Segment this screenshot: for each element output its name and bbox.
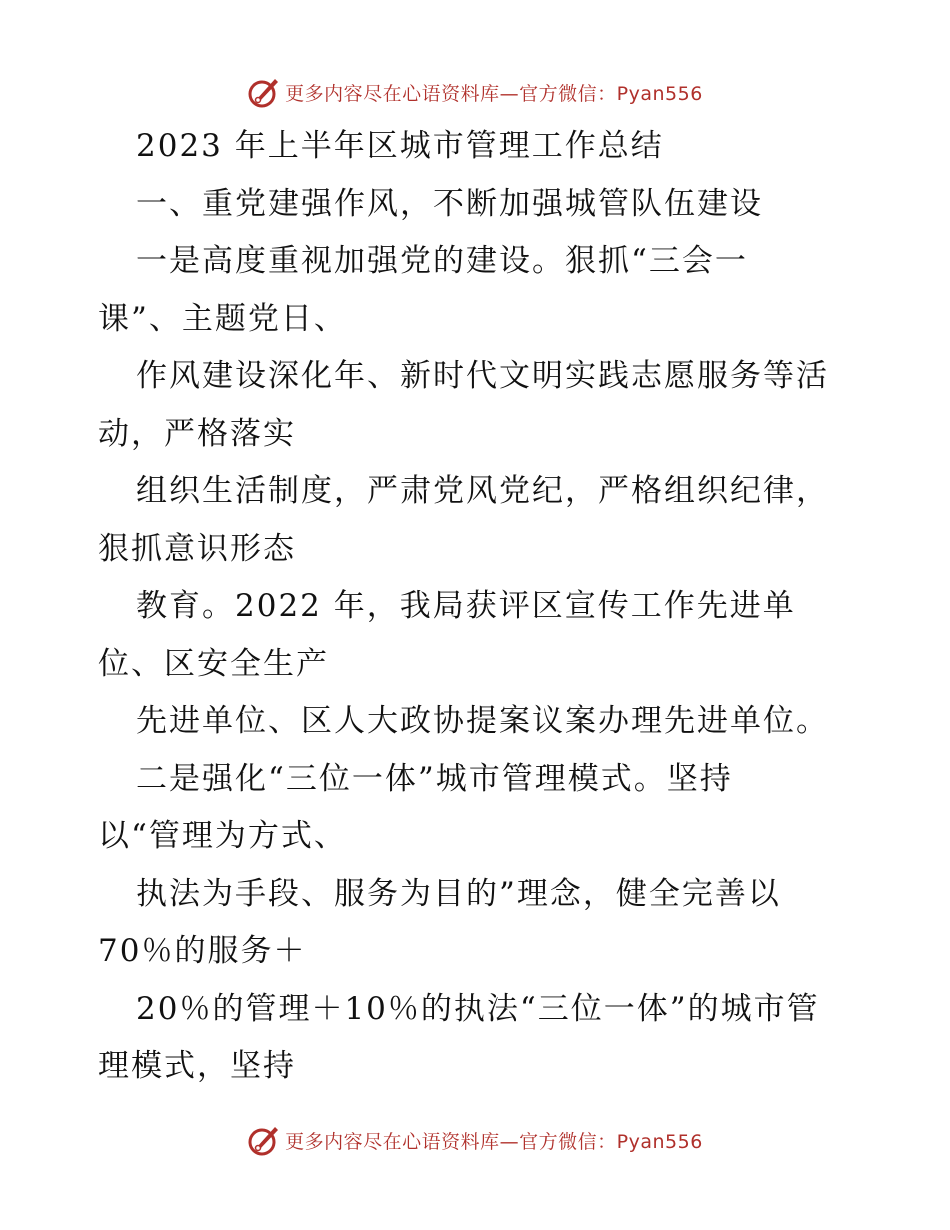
paragraph-line: 70％的服务＋ [98, 933, 307, 969]
paragraph-line: 位、区安全生产 [98, 645, 329, 682]
paragraph-line: 20％的管理＋10％的执法“三位一体”的城市管 [136, 990, 820, 1027]
paragraph-line: 组织生活制度，严肃党风党纪，严格组织纪律， [136, 473, 829, 509]
quill-pen-circle-icon [247, 75, 281, 109]
document-body [98, 118, 868, 1096]
paragraph-line: 理模式，坚持 [98, 1048, 296, 1084]
paragraph-line: 动，严格落实 [98, 415, 296, 452]
paragraph-line: 作风建设深化年、新时代文明实践志愿服务等活 [136, 358, 829, 394]
paragraph-line: 二是强化“三位一体”城市管理模式。坚持 [136, 760, 733, 797]
watermark-text: 更多内容尽在心语资料库—官方微信：Pyan556 [285, 1130, 703, 1153]
paragraph-line: 狠抓意识形态 [98, 530, 296, 567]
paragraph-line: 先进单位、区人大政协提案议案办理先进单位。 [136, 703, 829, 739]
document-title: 2023 年上半年区城市管理工作总结 [136, 128, 664, 164]
paragraph-line: 以“管理为方式、 [98, 818, 347, 854]
paragraph-line: 教育。2022 年，我局获评区宣传工作先进单 [136, 588, 796, 624]
paragraph-line: 一是高度重视加强党的建设。狠抓“三会一 [136, 243, 748, 279]
watermark-banner-bottom [0, 1120, 950, 1160]
paragraph-line: 执法为手段、服务为目的”理念，健全完善以 [136, 875, 781, 912]
section-heading: 一、重党建强作风，不断加强城管队伍建设 [136, 185, 763, 222]
quill-pen-circle-icon [247, 1123, 281, 1157]
watermark-banner-top [0, 72, 950, 112]
paragraph-line: 课”、主题党日、 [98, 300, 347, 337]
watermark-text: 更多内容尽在心语资料库—官方微信：Pyan556 [285, 82, 703, 105]
